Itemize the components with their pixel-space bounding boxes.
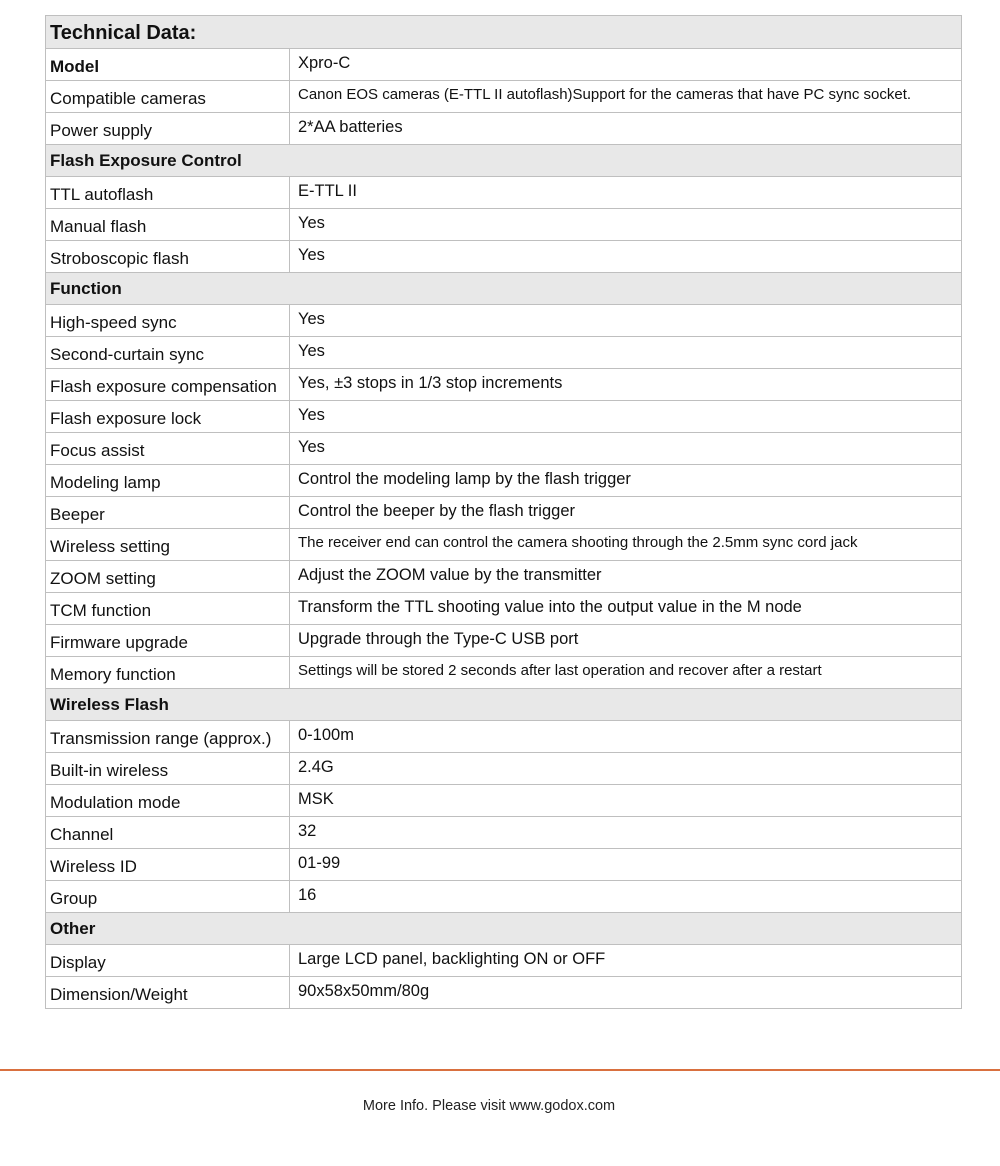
row-value: Yes: [290, 241, 962, 273]
table-row: [46, 817, 962, 849]
row-value: The receiver end can control the camera shooting through the 2.5mm sync cord jack: [290, 529, 962, 561]
row-label: Dimension/Weight: [46, 977, 290, 1009]
table-row: [46, 401, 962, 433]
table-row: [46, 241, 962, 273]
table-title: Technical Data:: [46, 16, 962, 49]
section-heading-row: [46, 145, 962, 177]
row-value: Canon EOS cameras (E-TTL II autoflash)Support for the cameras that have PC sync socket.: [290, 81, 962, 113]
row-label: Transmission range (approx.): [46, 721, 290, 753]
row-label: Modulation mode: [46, 785, 290, 817]
row-label: Wireless setting: [46, 529, 290, 561]
row-label: Display: [46, 945, 290, 977]
row-value: Control the modeling lamp by the flash trigger: [290, 465, 962, 497]
row-label: Flash exposure compensation: [46, 369, 290, 401]
section-heading: Function: [46, 273, 962, 305]
row-value: 0-100m: [290, 721, 962, 753]
row-value: Yes: [290, 433, 962, 465]
row-value: Yes: [290, 337, 962, 369]
table-row: [46, 433, 962, 465]
table-row: [46, 369, 962, 401]
table-row: [46, 593, 962, 625]
section-heading-row: [46, 273, 962, 305]
section-heading-row: [46, 913, 962, 945]
row-label: TCM function: [46, 593, 290, 625]
row-value: Yes: [290, 305, 962, 337]
row-label: Manual flash: [46, 209, 290, 241]
row-value: Control the beeper by the flash trigger: [290, 497, 962, 529]
table-row: [46, 881, 962, 913]
row-label: Second-curtain sync: [46, 337, 290, 369]
table-row: [46, 465, 962, 497]
row-value: 2*AA batteries: [290, 113, 962, 145]
row-label: Wireless ID: [46, 849, 290, 881]
row-value: Adjust the ZOOM value by the transmitter: [290, 561, 962, 593]
row-label: TTL autoflash: [46, 177, 290, 209]
row-value: 32: [290, 817, 962, 849]
footer-divider: [0, 1069, 1000, 1071]
table-title-row: [46, 16, 962, 49]
table-row: [46, 977, 962, 1009]
table-row: [46, 337, 962, 369]
table-row: [46, 529, 962, 561]
table-row-power-supply: [46, 113, 962, 145]
table-row: [46, 945, 962, 977]
row-label: Firmware upgrade: [46, 625, 290, 657]
section-heading: Wireless Flash: [46, 689, 962, 721]
row-value: Yes, ±3 stops in 1/3 stop increments: [290, 369, 962, 401]
row-label: Flash exposure lock: [46, 401, 290, 433]
row-label: Channel: [46, 817, 290, 849]
section-heading: Flash Exposure Control: [46, 145, 962, 177]
section-heading-row: [46, 689, 962, 721]
table-row: [46, 177, 962, 209]
row-value: MSK: [290, 785, 962, 817]
row-value: 90x58x50mm/80g: [290, 977, 962, 1009]
table-row: [46, 497, 962, 529]
table-row: [46, 209, 962, 241]
row-value: 2.4G: [290, 753, 962, 785]
row-label: Beeper: [46, 497, 290, 529]
section-heading: Other: [46, 913, 962, 945]
row-label: ZOOM setting: [46, 561, 290, 593]
technical-data-table: [45, 15, 962, 1009]
table-row-model: [46, 49, 962, 81]
row-value: Xpro-C: [290, 49, 962, 81]
table-row-compatible-cameras: [46, 81, 962, 113]
table-row: [46, 785, 962, 817]
row-value: Transform the TTL shooting value into the output value in the M node: [290, 593, 962, 625]
row-value: 16: [290, 881, 962, 913]
row-label: Power supply: [46, 113, 290, 145]
row-label: Modeling lamp: [46, 465, 290, 497]
row-value: 01-99: [290, 849, 962, 881]
table-row: [46, 625, 962, 657]
row-label: Focus assist: [46, 433, 290, 465]
table-row: [46, 753, 962, 785]
row-value: Settings will be stored 2 seconds after last operation and recover after a restart: [290, 657, 962, 689]
row-value: E-TTL II: [290, 177, 962, 209]
row-label: Model: [46, 49, 290, 81]
table-row: [46, 305, 962, 337]
row-label: Compatible cameras: [46, 81, 290, 113]
table-row: [46, 657, 962, 689]
row-value: Upgrade through the Type-C USB port: [290, 625, 962, 657]
row-label: Memory function: [46, 657, 290, 689]
row-label: Built-in wireless: [46, 753, 290, 785]
row-label: Stroboscopic flash: [46, 241, 290, 273]
row-value: Yes: [290, 401, 962, 433]
table-row: [46, 561, 962, 593]
row-label: High-speed sync: [46, 305, 290, 337]
table-row: [46, 721, 962, 753]
table-row: [46, 849, 962, 881]
row-label: Group: [46, 881, 290, 913]
row-value: Yes: [290, 209, 962, 241]
footer-note: More Info. Please visit www.godox.com: [362, 1098, 616, 1114]
row-value: Large LCD panel, backlighting ON or OFF: [290, 945, 962, 977]
